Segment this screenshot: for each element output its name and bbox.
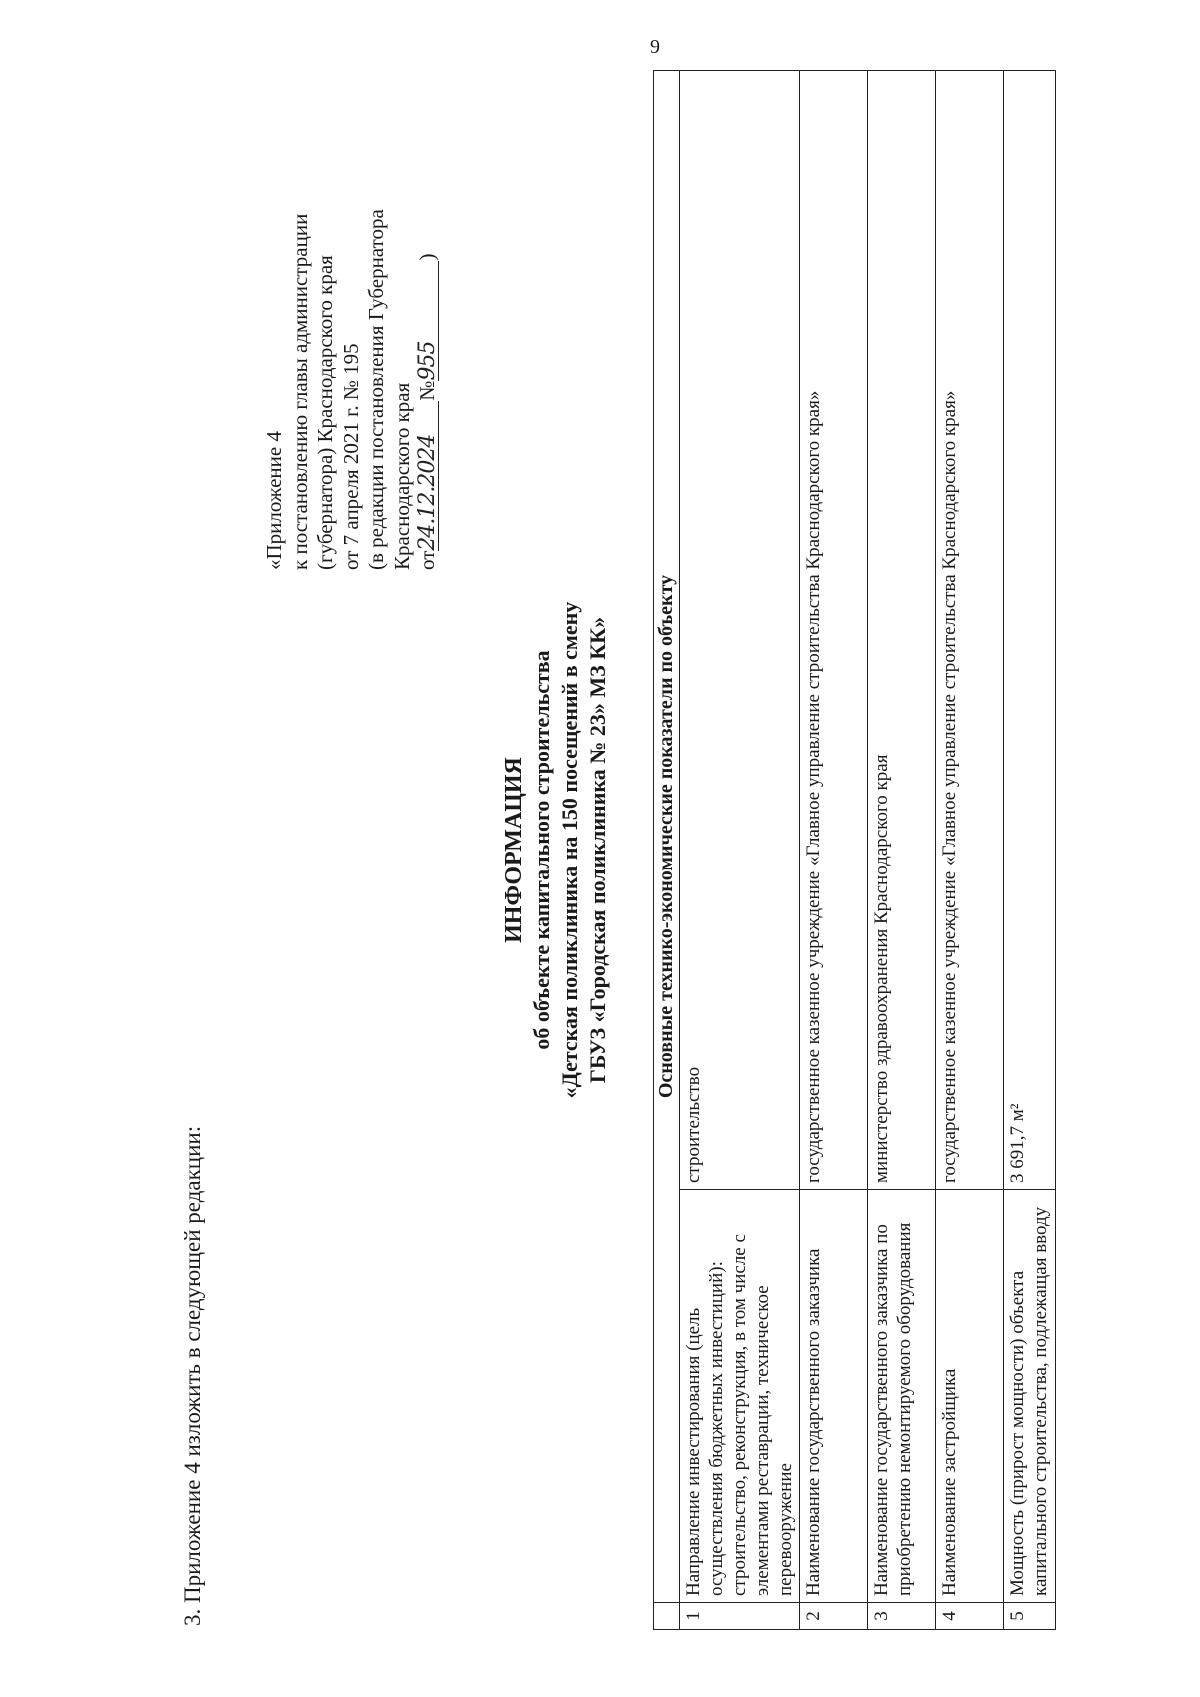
appendix-close-paren: ) <box>415 253 439 261</box>
handwritten-number: 955 <box>418 261 439 381</box>
row-name: Наименование застройщика <box>936 1190 1004 1603</box>
table-row <box>936 71 1004 1630</box>
row-value: министерство здравоохранения Краснодарского края <box>868 71 936 1190</box>
row-number: 2 <box>800 1603 868 1630</box>
row-name: Наименование государственного заказчика <box>800 1190 868 1603</box>
appendix-line-1: «Приложение 4 <box>262 431 286 570</box>
appendix-date-prefix: от <box>415 550 439 570</box>
appendix-line-7 <box>415 209 441 570</box>
indicators-table <box>653 70 1056 1630</box>
appendix-number-sign: № <box>415 380 439 401</box>
title-line-4: ГБУЗ «Городская поликлиника № 23» МЗ КК» <box>585 616 610 1084</box>
table-row <box>800 71 868 1630</box>
appendix-line-4: от 7 апреля 2021 г. № 195 <box>338 343 363 570</box>
title-line-2: об объекте капитального строительства <box>529 650 554 1050</box>
appendix-line-3: (губернатора) Краснодарского края <box>313 255 337 570</box>
rotated-page-content <box>180 40 1051 1660</box>
row-value: строительство <box>680 71 800 1190</box>
appendix-reference <box>262 209 441 570</box>
row-number: 4 <box>936 1603 1004 1630</box>
table-header: Основные технико-экономические показатели по объекту <box>654 71 680 1603</box>
table-header-blank <box>654 1603 680 1630</box>
handwritten-date: 24.12.2024 <box>418 401 439 551</box>
page-number: 9 <box>650 36 660 58</box>
row-name: Направление инвестирования (цель осуществления бюджетных инвестиций): строительство, реконструкция, в том числе с элементами реставрации, техническое перевооружение <box>680 1190 800 1603</box>
row-name: Мощность (прирост мощности) объекта капитального строительства, подлежащая вводу <box>1004 1190 1056 1603</box>
document-title <box>500 40 612 1660</box>
row-value: государственное казенное учреждение «Главное управление строительства Краснодарского края» <box>936 71 1004 1190</box>
row-number: 1 <box>680 1603 800 1630</box>
intro-text: 3. Приложение 4 изложить в следующей редакции: <box>180 1125 205 1626</box>
table-row <box>868 71 936 1630</box>
row-name: Наименование государственного заказчика по приобретению немонтируемого оборудования <box>868 1190 936 1603</box>
appendix-line-2: к постановлению главы администрации <box>287 213 312 570</box>
table-header-row <box>654 71 680 1630</box>
table-row <box>1004 71 1056 1630</box>
title-line-3: «Детская поликлиника на 150 посещений в смену <box>557 601 582 1099</box>
row-number: 5 <box>1004 1603 1056 1630</box>
row-value: 3 691,7 м² <box>1004 71 1056 1190</box>
appendix-line-6: Краснодарского края <box>389 382 414 570</box>
row-value: государственное казенное учреждение «Главное управление строительства Краснодарского края» <box>800 71 868 1190</box>
appendix-line-5: (в редакции постановления Губернатора <box>364 209 388 570</box>
title-main: ИНФОРМАЦИЯ <box>501 757 527 943</box>
row-number: 3 <box>868 1603 936 1630</box>
table-row <box>680 71 800 1630</box>
